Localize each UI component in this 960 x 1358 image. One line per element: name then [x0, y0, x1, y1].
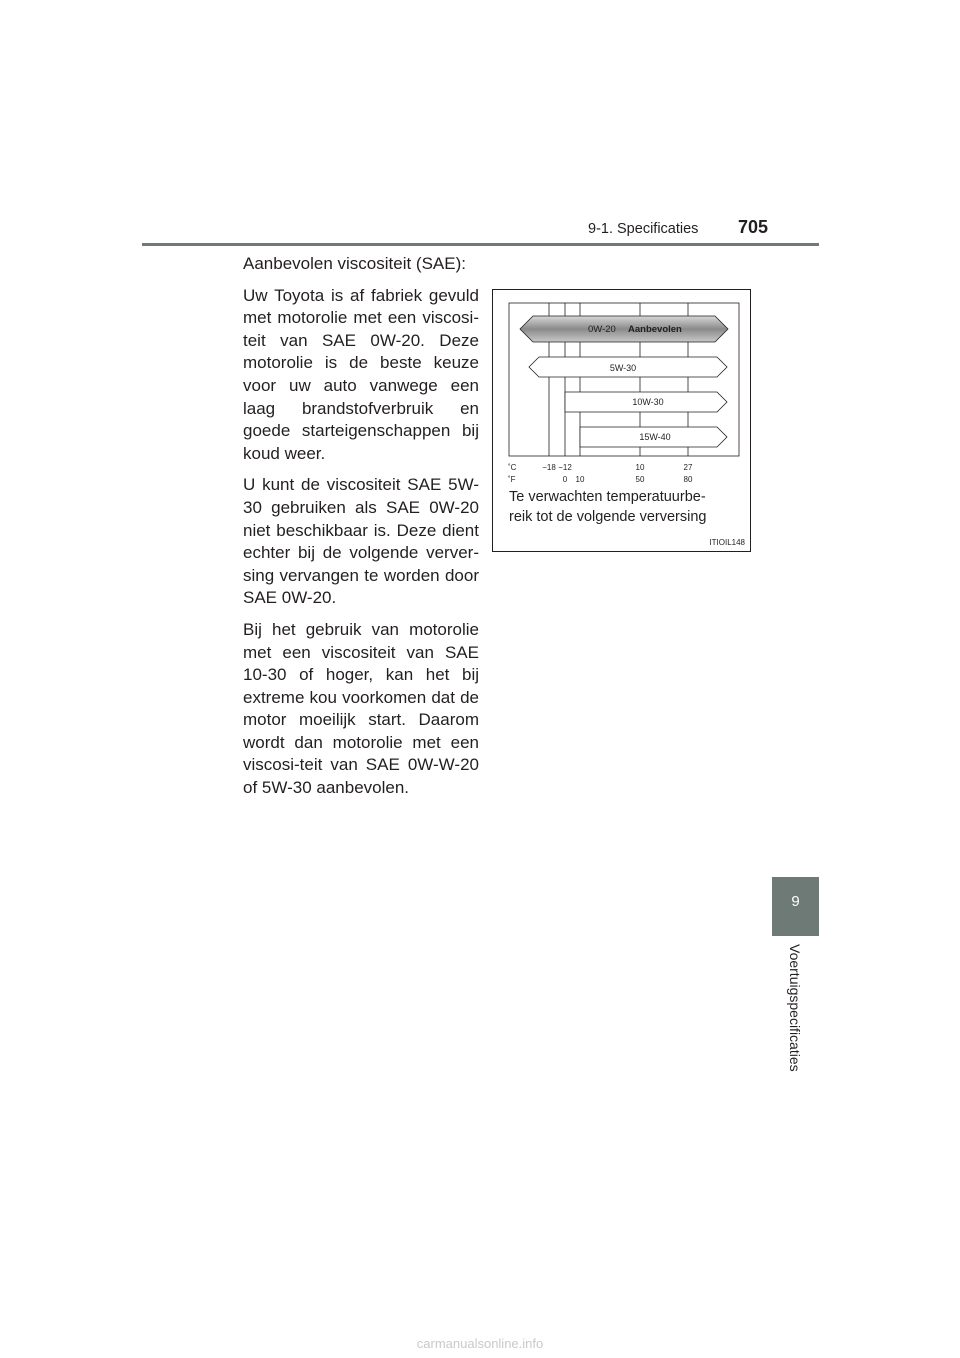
celsius-tick: 10	[635, 463, 645, 472]
fahrenheit-unit: ˚F	[508, 475, 516, 484]
paragraph-3: Bij het gebruik van motorolie met een viscositeit van SAE 10-30 of hoger, kan het bij extreme kou voorkomen dat de motor moeilijk start. Daarom wordt dan motorolie met een viscosi-teit van SAE 0W-W-20 of 5W-30 aanbevolen.	[243, 619, 479, 798]
viscosity-figure	[492, 289, 751, 552]
fahrenheit-tick: 50	[635, 475, 645, 484]
fahrenheit-tick: 10	[575, 475, 585, 484]
band-5w30-label: 5W-30	[609, 363, 637, 373]
body-heading: Aanbevolen viscositeit (SAE):	[243, 254, 466, 273]
figure-code: ITIOIL148	[709, 538, 745, 547]
fahrenheit-tick: 80	[683, 475, 693, 484]
body-text	[243, 253, 479, 809]
band-15w40-label: 15W-40	[639, 432, 671, 442]
celsius-tick: −12	[558, 463, 572, 472]
celsius-tick: 27	[683, 463, 693, 472]
header-rule	[142, 243, 819, 246]
band-0w20-tag: Aanbevolen	[628, 324, 682, 335]
celsius-unit: ˚C	[508, 463, 517, 472]
band-0w20	[520, 316, 728, 342]
celsius-tick: −18	[542, 463, 556, 472]
watermark: carmanualsonline.info	[416, 1336, 544, 1351]
band-10w30-label: 10W-30	[632, 397, 664, 407]
chapter-label: Voertuigspecificaties	[787, 944, 803, 1072]
page-number: 705	[738, 217, 769, 237]
paragraph-2: U kunt de viscositeit SAE 5W-30 gebruiken als SAE 0W-20 niet beschikbaar is. Deze dient echter bij de volgende verver-sing vervangen te worden door SAE 0W-20.	[243, 475, 479, 608]
figure-caption	[509, 488, 706, 527]
section-title: 9-1. Specificaties	[588, 221, 699, 237]
band-0w20-label: 0W-20	[588, 324, 616, 335]
fahrenheit-tick: 0	[562, 475, 568, 484]
paragraph-1: Uw Toyota is af fabriek gevuld met motorolie met een viscosi-teit van SAE 0W-20. Deze motorolie is de beste keuze voor uw auto vanwege een laag brandstofverbruik en goede starteigenschappen bij koud weer.	[243, 285, 479, 463]
caption-line-2: reik tot de volgende verversing	[509, 508, 707, 525]
chapter-number: 9	[791, 893, 800, 910]
caption-line-1: Te verwachten temperatuurbe-	[509, 489, 706, 505]
chapter-tab	[772, 877, 819, 936]
